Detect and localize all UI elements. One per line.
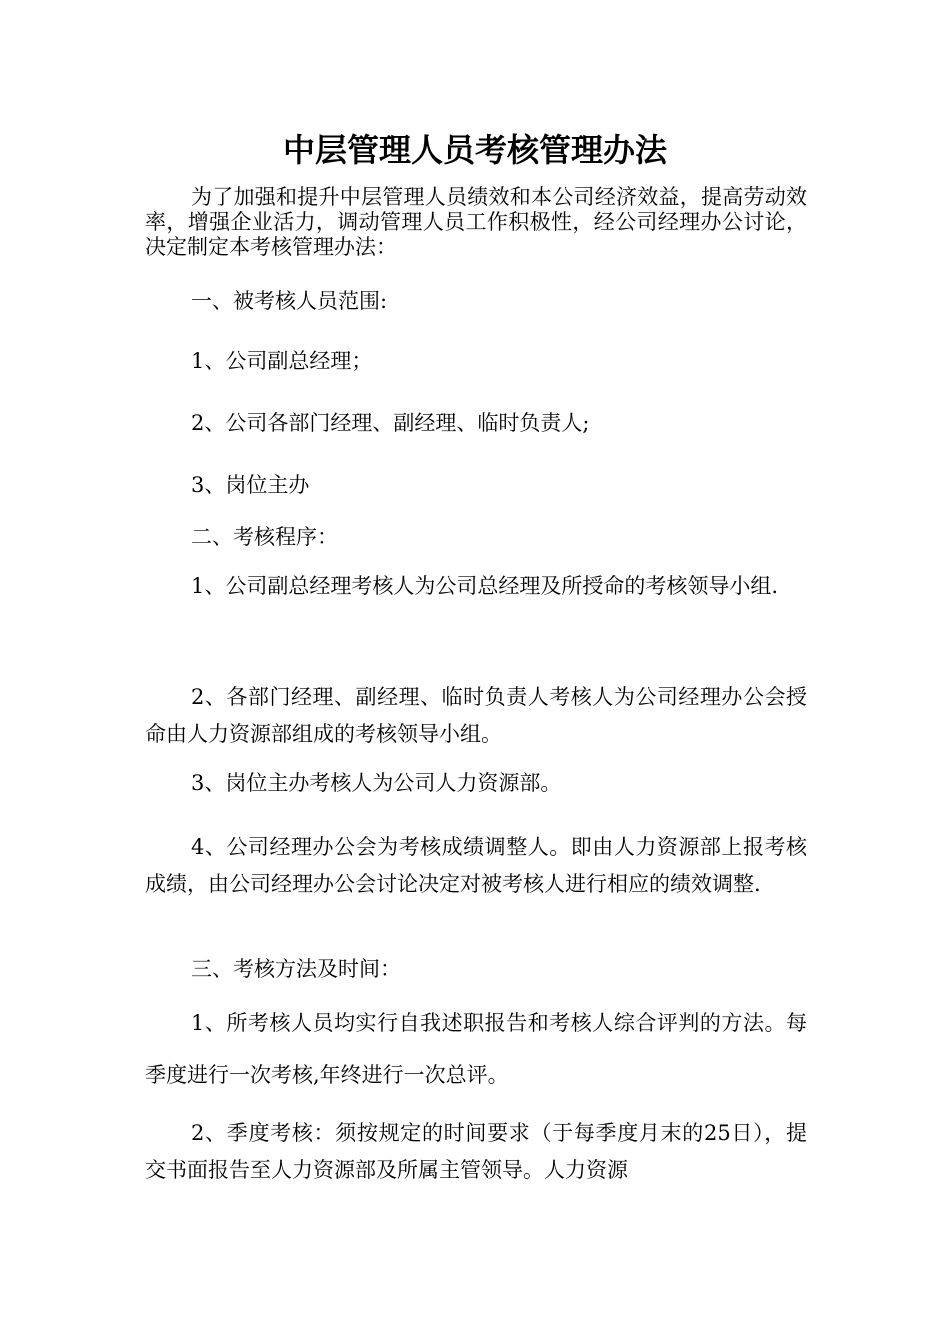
- section-3-heading: 三、考核方法及时间：: [191, 957, 401, 981]
- section-1-item-2: 2、公司各部门经理、副经理、临时负责人;: [191, 411, 590, 435]
- intro-paragraph: 为了加强和提升中层管理人员绩效和本公司经济效益，提高劳动效率，增强企业活力，调动管理人员工作积极性，经公司经理办公讨论，决定制定本考核管理办法：: [145, 185, 807, 259]
- section-2-item-1: 1、公司副总经理考核人为公司总经理及所授命的考核领导小组.: [191, 574, 779, 598]
- section-1-item-1: 1、公司副总经理；: [191, 349, 373, 373]
- section-2-heading: 二、考核程序：: [191, 525, 338, 549]
- section-1-heading: 一、被考核人员范围:: [191, 289, 388, 313]
- section-3-item-2: 2、季度考核：须按规定的时间要求（于每季度月末的25日），提交书面报告至人力资源部及所属主管领导。人力资源: [145, 1121, 807, 1182]
- document-title: 中层管理人员考核管理办法: [282, 131, 667, 169]
- section-2-item-4: 4、公司经理办公会为考核成绩调整人。即由人力资源部上报考核成绩，由公司经理办公会讨论决定对被考核人进行相应的绩效调整.: [145, 835, 807, 896]
- section-3-item-1: 1、所考核人员均实行自我述职报告和考核人综合评判的方法。每季度进行一次考核,年终进行一次总评。: [145, 1011, 807, 1087]
- section-2-item-3: 3、岗位主办考核人为公司人力资源部。: [191, 771, 562, 795]
- section-2-item-2: 2、各部门经理、副经理、临时负责人考核人为公司经理办公会授命由人力资源部组成的考核领导小组。: [145, 685, 807, 746]
- section-1-item-3: 3、岗位主办: [191, 473, 310, 497]
